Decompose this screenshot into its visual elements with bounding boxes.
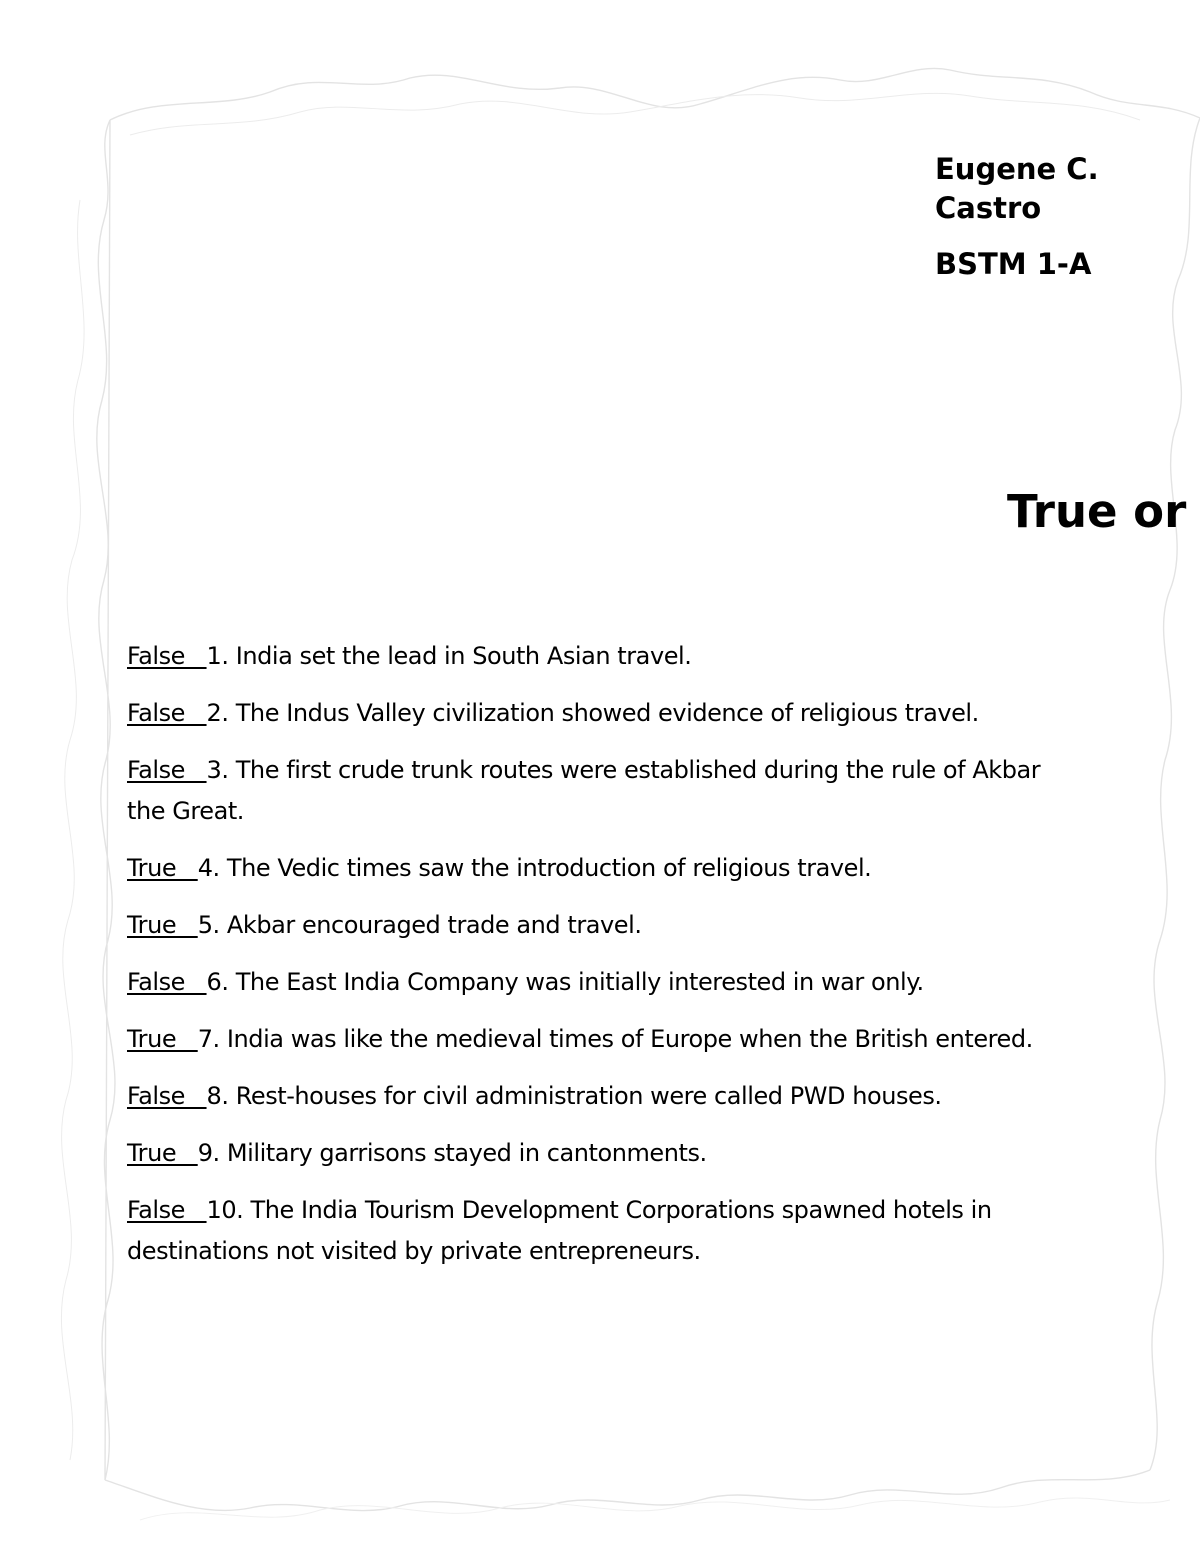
answer-blank: True (127, 1139, 198, 1167)
question-item (127, 693, 1067, 734)
question-text: 10. The India Tourism Development Corporations spawned hotels in destinations not visited by private entrepreneurs. (127, 1196, 992, 1265)
question-text: 4. The Vedic times saw the introduction of religious travel. (197, 854, 872, 882)
author-name: Eugene C. Castro (935, 152, 1099, 225)
question-item (127, 636, 1067, 677)
question-item (127, 750, 1067, 832)
question-item (127, 1133, 1067, 1174)
answer-blank: True (127, 911, 198, 939)
question-text: 7. India was like the medieval times of Europe when the British entered. (197, 1025, 1033, 1053)
question-item (127, 848, 1067, 889)
question-list (127, 636, 1067, 1288)
question-item (127, 1190, 1067, 1272)
answer-blank: False (127, 699, 207, 727)
answer-blank: False (127, 1082, 207, 1110)
answer-blank: False (127, 756, 207, 784)
question-item (127, 1076, 1067, 1117)
answer-blank: False (127, 642, 207, 670)
question-text: 8. Rest-houses for civil administration were called PWD houses. (206, 1082, 942, 1110)
author-section: BSTM 1-A (935, 247, 1092, 281)
question-text: 2. The Indus Valley civilization showed evidence of religious travel. (206, 699, 979, 727)
answer-blank: False (127, 968, 207, 996)
author-block (935, 150, 1195, 284)
answer-blank: True (127, 854, 198, 882)
question-text: 1. India set the lead in South Asian travel. (206, 642, 692, 670)
question-text: 3. The first crude trunk routes were established during the rule of Akbar the Great. (127, 756, 1041, 825)
question-item (127, 1019, 1067, 1060)
document-title: True or (1007, 485, 1187, 538)
answer-blank: False (127, 1196, 207, 1224)
question-text: 5. Akbar encouraged trade and travel. (197, 911, 642, 939)
question-item (127, 962, 1067, 1003)
question-text: 9. Military garrisons stayed in cantonments. (197, 1139, 707, 1167)
answer-blank: True (127, 1025, 198, 1053)
question-item (127, 905, 1067, 946)
question-text: 6. The East India Company was initially interested in war only. (206, 968, 924, 996)
